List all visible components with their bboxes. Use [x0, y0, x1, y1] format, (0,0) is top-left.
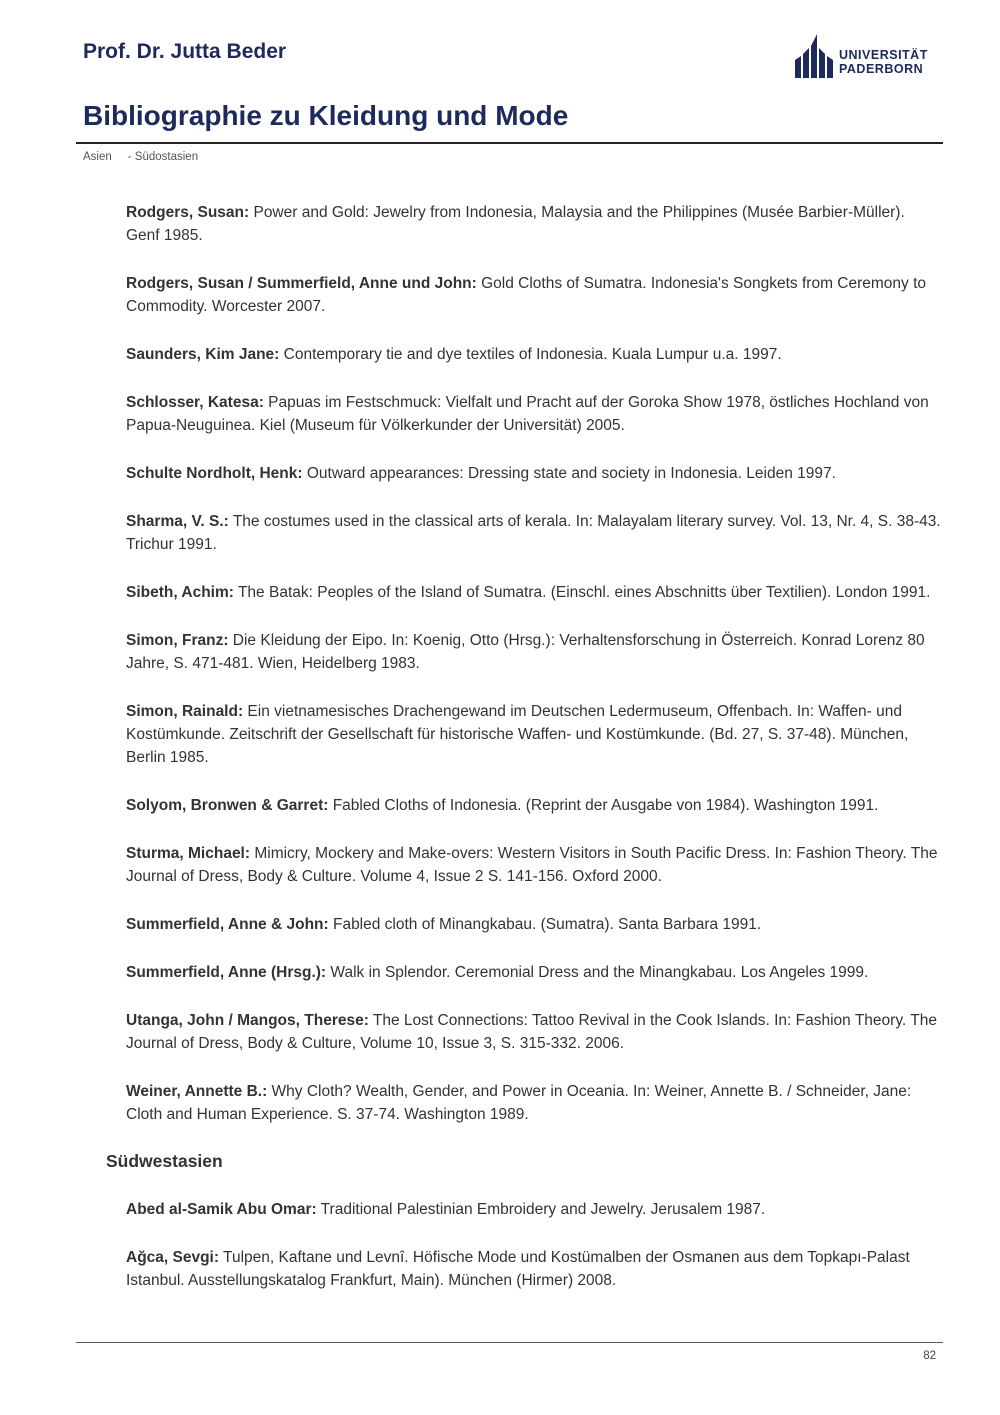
- entry-author: Sturma, Michael:: [126, 845, 251, 862]
- bibliography-entry: [126, 1246, 941, 1292]
- entry-text: Outward appearances: Dressing state and society in Indonesia. Leiden 1997.: [302, 465, 836, 482]
- entry-text: Tulpen, Kaftane und Levnî. Höfische Mode und Kostümalben der Osmanen aus dem Topkapı-Palast Istanbul. Ausstellungskatalog Frankfurt, Main). München (Hirmer) 2008.: [126, 1249, 910, 1289]
- bibliography-entry: [126, 1080, 941, 1126]
- entry-author: Sibeth, Achim:: [126, 584, 234, 601]
- bibliography-entry: [126, 510, 941, 556]
- entry-text: Ein vietnamesisches Drachengewand im Deutschen Ledermuseum, Offenbach. In: Waffen- und Kostümkunde. Zeitschrift der Gesellschaft für historische Waffen- und Kostümkunde. (Bd. 27, S. 37-48). München, Berlin 1985.: [126, 703, 909, 766]
- entry-text: Papuas im Festschmuck: Vielfalt und Pracht auf der Goroka Show 1978, östliches Hochland von Papua-Neuguinea. Kiel (Museum für Völkerkunder der Universität) 2005.: [126, 394, 929, 434]
- entry-text: Contemporary tie and dye textiles of Indonesia. Kuala Lumpur u.a. 1997.: [279, 346, 782, 363]
- bibliography-entry: [126, 961, 941, 984]
- entry-text: Power and Gold: Jewelry from Indonesia, Malaysia and the Philippines (Musée Barbier-Müller). Genf 1985.: [126, 204, 905, 244]
- logo-line-2: PADERBORN: [839, 62, 924, 76]
- entry-text: Traditional Palestinian Embroidery and Jewelry. Jerusalem 1987.: [316, 1201, 766, 1218]
- bibliography-entry: [126, 1009, 941, 1055]
- entry-text: Mimicry, Mockery and Make-overs: Western Visitors in South Pacific Dress. In: Fashion Theory. The Journal of Dress, Body & Culture. Volume 4, Issue 2 S. 141-156. Oxford 2000.: [126, 845, 938, 885]
- entry-text: Why Cloth? Wealth, Gender, and Power in Oceania. In: Weiner, Annette B. / Schneider, Jane: Cloth and Human Experience. S. 37-74. Washington 1989.: [126, 1083, 912, 1123]
- bibliography-entry: [126, 913, 941, 936]
- bibliography-entry: [126, 462, 941, 485]
- bibliography-entry: [126, 629, 941, 675]
- entry-author: Simon, Rainald:: [126, 703, 244, 720]
- entry-author: Schulte Nordholt, Henk:: [126, 465, 303, 482]
- entry-author: Solyom, Bronwen & Garret:: [126, 797, 329, 814]
- entry-author: Summerfield, Anne & John:: [126, 916, 329, 933]
- bibliography-entry: [126, 391, 941, 437]
- bibliography-entry: [126, 343, 941, 366]
- bibliography-entry: [126, 272, 941, 318]
- entry-author: Summerfield, Anne (Hrsg.):: [126, 964, 327, 981]
- entry-author: Simon, Franz:: [126, 632, 229, 649]
- logo-line-1: UNIVERSITÄT: [839, 48, 928, 62]
- entry-text: Walk in Splendor. Ceremonial Dress and the Minangkabau. Los Angeles 1999.: [326, 964, 869, 981]
- logo-text: [839, 48, 928, 76]
- author-name: Prof. Dr. Jutta Beder: [83, 40, 287, 63]
- entry-author: Schlosser, Katesa:: [126, 394, 264, 411]
- university-logo: [793, 30, 938, 82]
- bibliography-entry: [126, 1198, 941, 1221]
- university-logo-icon: [793, 30, 835, 82]
- entry-text: The costumes used in the classical arts of kerala. In: Malayalam literary survey. Vol. 13, Nr. 4, S. 38-43. Trichur 1991.: [126, 513, 941, 553]
- entry-author: Rodgers, Susan:: [126, 204, 250, 221]
- section-heading-suedwestasien: Südwestasien: [106, 1151, 223, 1171]
- bibliography-entry: [126, 581, 941, 604]
- entry-author: Weiner, Annette B.:: [126, 1083, 268, 1100]
- breadcrumb: [83, 151, 198, 163]
- entry-text: The Batak: Peoples of the Island of Sumatra. (Einschl. eines Abschnitts über Textilien). London 1991.: [233, 584, 931, 601]
- entry-text: Gold Cloths of Sumatra. Indonesia's Songkets from Ceremony to Commodity. Worcester 2007.: [126, 275, 927, 315]
- bibliography-entry: [126, 201, 941, 247]
- entry-text: Fabled Cloths of Indonesia. (Reprint der Ausgabe von 1984). Washington 1991.: [328, 797, 879, 814]
- bibliography-content: [106, 201, 941, 1317]
- bibliography-entry: [126, 842, 941, 888]
- entry-author: Rodgers, Susan / Summerfield, Anne und John:: [126, 275, 477, 292]
- header-divider: [76, 142, 943, 144]
- bibliography-entry: [126, 794, 941, 817]
- entry-author: Saunders, Kim Jane:: [126, 346, 280, 363]
- bibliography-entry: [126, 700, 941, 769]
- entry-author: Utanga, John / Mangos, Therese:: [126, 1012, 369, 1029]
- entry-text: Fabled cloth of Minangkabau. (Sumatra). Santa Barbara 1991.: [328, 916, 762, 933]
- footer-divider: [76, 1342, 943, 1343]
- entry-author: Ağca, Sevgi:: [126, 1249, 220, 1266]
- entry-text: The Lost Connections: Tattoo Revival in the Cook Islands. In: Fashion Theory. The Journal of Dress, Body & Culture, Volume 10, Issue 3, S. 315-332. 2006.: [126, 1012, 937, 1052]
- breadcrumb-subregion: - Südostasien: [127, 151, 199, 163]
- page-number: 82: [923, 1350, 936, 1362]
- page-title: Bibliographie zu Kleidung und Mode: [83, 100, 569, 131]
- entry-author: Sharma, V. S.:: [126, 513, 229, 530]
- breadcrumb-region: Asien: [83, 151, 112, 163]
- bibliography-list-suedwestasien: [126, 1198, 941, 1292]
- bibliography-list-suedostasien: [126, 201, 941, 1126]
- entry-author: Abed al-Samik Abu Omar:: [126, 1201, 317, 1218]
- entry-text: Die Kleidung der Eipo. In: Koenig, Otto (Hrsg.): Verhaltensforschung in Österreich. Konrad Lorenz 80 Jahre, S. 471-481. Wien, Heidelberg 1983.: [126, 632, 925, 672]
